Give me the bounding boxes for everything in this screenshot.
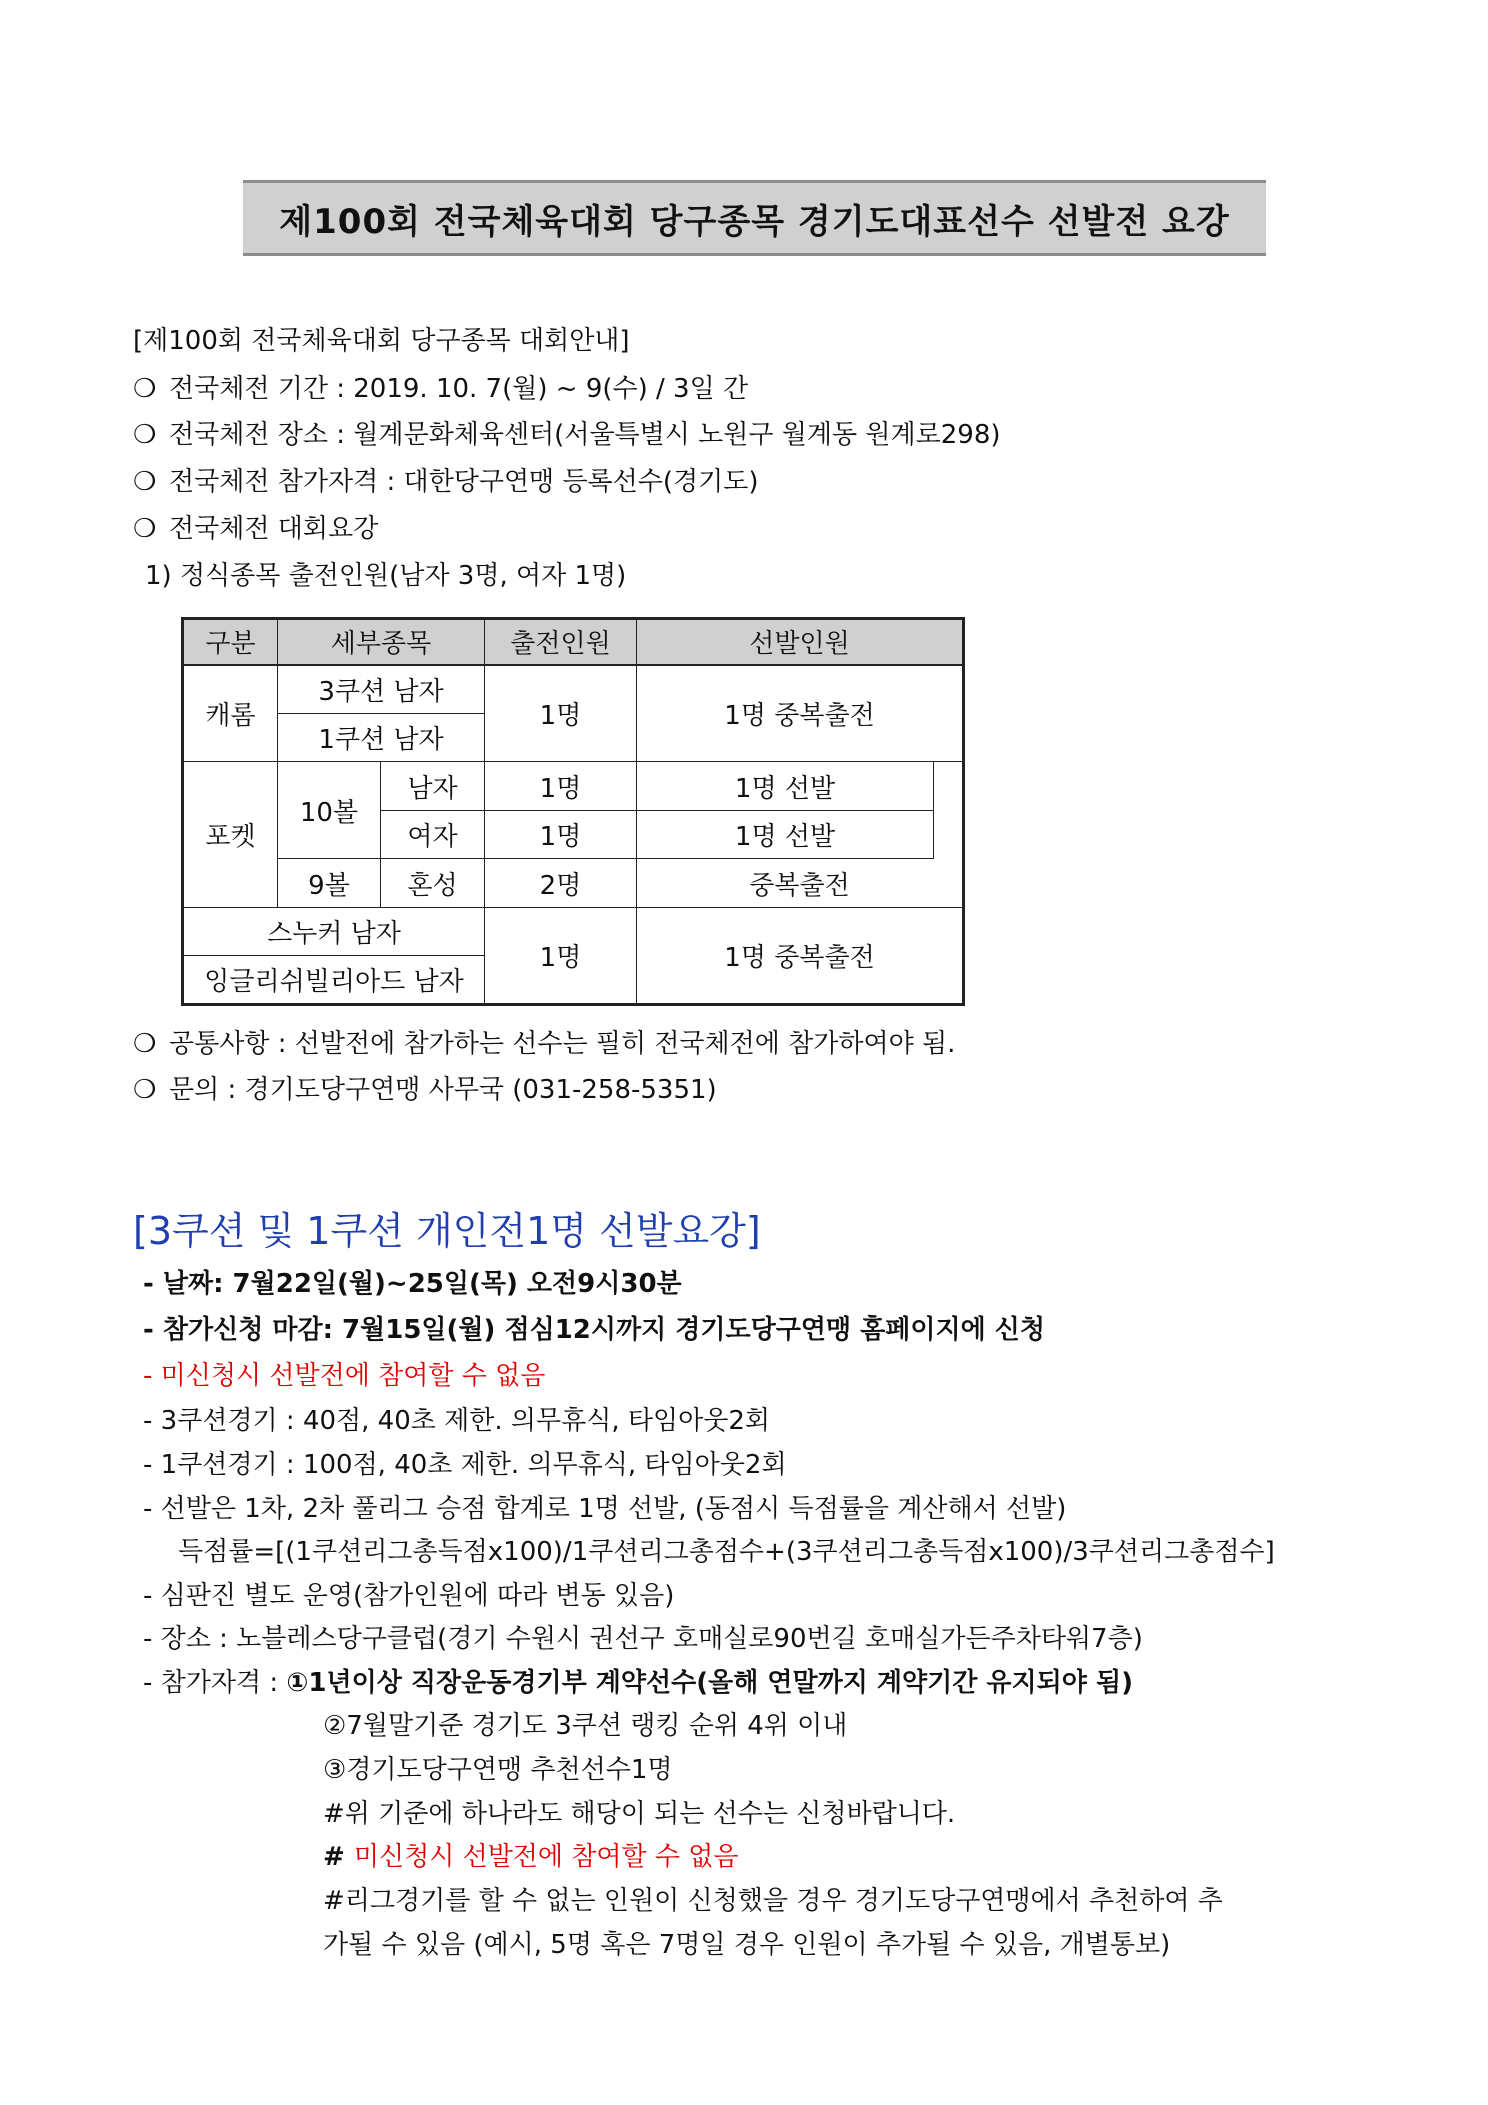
table-cell: 1명 (485, 762, 637, 811)
table-cell: 남자 (381, 762, 485, 811)
section2-heading: [3쿠션 및 1쿠션 개인전1명 선발요강] (133, 1209, 761, 1253)
selection-table (181, 617, 965, 1006)
section1-heading: [제100회 전국체육대회 당구종목 대회안내] (133, 326, 630, 356)
table-header-cell: 구분 (183, 619, 278, 665)
table-cell: 1명 중복출전 (637, 907, 964, 1004)
table-row (183, 665, 964, 714)
info-eligibility: ❍ 전국체전 참가자격 : 대한당구연맹 등록선수(경기도) (133, 467, 759, 497)
table-cell: 2명 (485, 859, 637, 908)
table-row (183, 762, 964, 811)
selection-date: - 날짜: 7월22일(월)~25일(목) 오전9시30분 (143, 1269, 682, 1299)
table-header-cell: 세부종목 (278, 619, 485, 665)
table-row (183, 859, 964, 908)
selection-warning: - 미신청시 선발전에 참여할 수 없음 (143, 1361, 546, 1391)
selection-venue: - 장소 : 노블레스당구클럽(경기 수원시 권선구 호매실로90번길 호매실가든주차타워7층) (143, 1624, 1143, 1654)
table-cell: 여자 (381, 810, 485, 859)
document-title: 제100회 전국체육대회 당구종목 경기도대표선수 선발전 요강 (279, 201, 1230, 242)
note-warning: # 미신청시 선발전에 참여할 수 없음 (323, 1842, 739, 1872)
table-cell: 1명 선발 (637, 762, 934, 811)
qualification-3: ③경기도당구연맹 추천선수1명 (323, 1755, 673, 1785)
note-league-1: #리그경기를 할 수 없는 인원이 신청했을 경우 경기도당구연맹에서 추천하여 추 (323, 1886, 1223, 1916)
bullet-circle-icon: ❍ (133, 1029, 157, 1059)
table-header-row (183, 619, 964, 665)
table-cell: 포켓 (183, 762, 278, 908)
bullet-circle-icon: ❍ (133, 514, 157, 544)
note-apply: #위 기준에 하나라도 해당이 되는 선수는 신청바랍니다. (323, 1799, 956, 1829)
table-cell: 캐롬 (183, 665, 278, 762)
rule-1cushion: - 1쿠션경기 : 100점, 40초 제한. 의무휴식, 타임아웃2회 (143, 1450, 787, 1480)
table-cell: 1명 중복출전 (637, 665, 964, 762)
table-row (183, 907, 964, 956)
table-cell: 스누커 남자 (183, 907, 485, 956)
rule-3cushion: - 3쿠션경기 : 40점, 40초 제한. 의무휴식, 타임아웃2회 (143, 1406, 771, 1436)
qualification: - 참가자격 : ①1년이상 직장운동경기부 계약선수(올해 연말까지 계약기간 유지되야 됨) (143, 1668, 1133, 1698)
info-period: ❍ 전국체전 기간 : 2019. 10. 7(월) ~ 9(수) / 3일 간 (133, 374, 749, 404)
referee-info: - 심판진 별도 운영(참가인원에 따라 변동 있음) (143, 1581, 675, 1611)
score-formula: 득점률=[(1쿠션리그총득점x100)/1쿠션리그총점수+(3쿠션리그총득점x100)/3쿠션리그총점수] (178, 1537, 1275, 1567)
table-cell: 1명 선발 (637, 810, 934, 859)
bullet-circle-icon: ❍ (133, 467, 157, 497)
table-cell: 1명 (485, 810, 637, 859)
document-title-box (243, 180, 1266, 256)
table-cell: 중복출전 (637, 859, 964, 908)
table-header-cell: 출전인원 (485, 619, 637, 665)
table-cell: 1명 (485, 907, 637, 1004)
info-guidelines: ❍ 전국체전 대회요강 (133, 514, 379, 544)
selection-deadline: - 참가신청 마감: 7월15일(월) 점심12시까지 경기도당구연맹 홈페이지에 신청 (143, 1315, 1046, 1345)
table-cell: 10볼 (278, 762, 381, 859)
table-cell: 1쿠션 남자 (278, 713, 485, 762)
bullet-circle-icon: ❍ (133, 1075, 157, 1105)
table-cell: 1명 (485, 665, 637, 762)
table-cell: 3쿠션 남자 (278, 665, 485, 714)
qualification-2: ②7월말기준 경기도 3쿠션 랭킹 순위 4위 이내 (323, 1711, 848, 1741)
table-cell: 혼성 (381, 859, 485, 908)
info-common: ❍ 공통사항 : 선발전에 참가하는 선수는 필히 전국체전에 참가하여야 됨. (133, 1029, 956, 1059)
table-cell: 잉글리쉬빌리아드 남자 (183, 956, 485, 1005)
info-contact: ❍ 문의 : 경기도당구연맹 사무국 (031-258-5351) (133, 1075, 717, 1105)
bullet-circle-icon: ❍ (133, 420, 157, 450)
table-cell: 9볼 (278, 859, 381, 908)
info-venue: ❍ 전국체전 장소 : 월계문화체육센터(서울특별시 노원구 월계동 원계로298) (133, 420, 1001, 450)
info-sub-item: 1) 정식종목 출전인원(남자 3명, 여자 1명) (145, 561, 627, 591)
bullet-circle-icon: ❍ (133, 374, 157, 404)
selection-method: - 선발은 1차, 2차 풀리그 승점 합계로 1명 선발, (동점시 득점률을 계산해서 선발) (143, 1494, 1067, 1524)
note-league-2: 가될 수 있음 (예시, 5명 혹은 7명일 경우 인원이 추가될 수 있음, 개별통보) (323, 1930, 1171, 1960)
table-header-cell: 선발인원 (637, 619, 964, 665)
